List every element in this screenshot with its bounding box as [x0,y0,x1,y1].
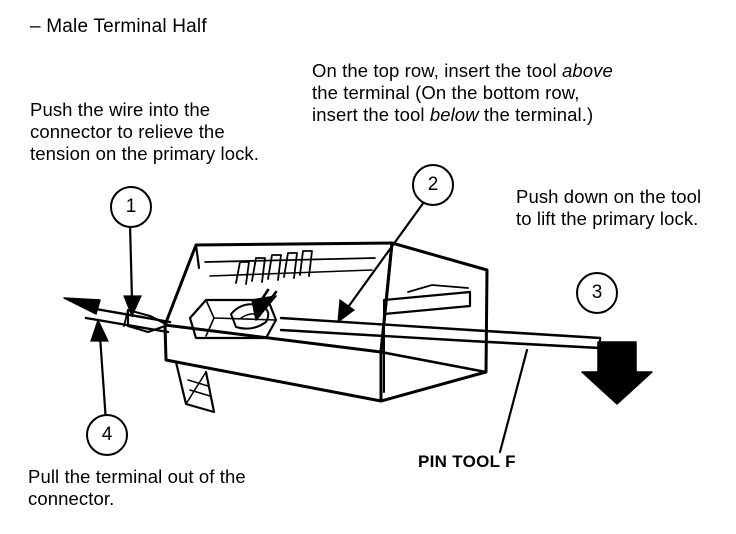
step-badge-2: 2 [412,164,454,206]
step-1-text: Push the wire into the connector to relieve the tension on the primary lock. [30,99,260,164]
step-2-emphasis-below: below [429,103,479,125]
step-badge-1: 1 [110,186,152,228]
step-badge-3: 3 [576,272,618,314]
step-badge-4: 4 [86,414,128,456]
step-3-text: Push down on the tool to lift the primary lock. [516,186,707,229]
pin-tool-label: PIN TOOL F [418,452,516,471]
figure-title: – Male Terminal Half [30,16,207,37]
step-2-part-c: the terminal.) [478,103,594,125]
step-2-text [312,60,619,125]
step-2-part-b: the terminal (On the bottom row, insert the tool [312,60,619,125]
step-2-part-a: On the top row, insert the tool [312,60,563,81]
step-2-emphasis-above: above [562,60,613,81]
step-4-text: Pull the terminal out of the connector. [28,466,251,509]
